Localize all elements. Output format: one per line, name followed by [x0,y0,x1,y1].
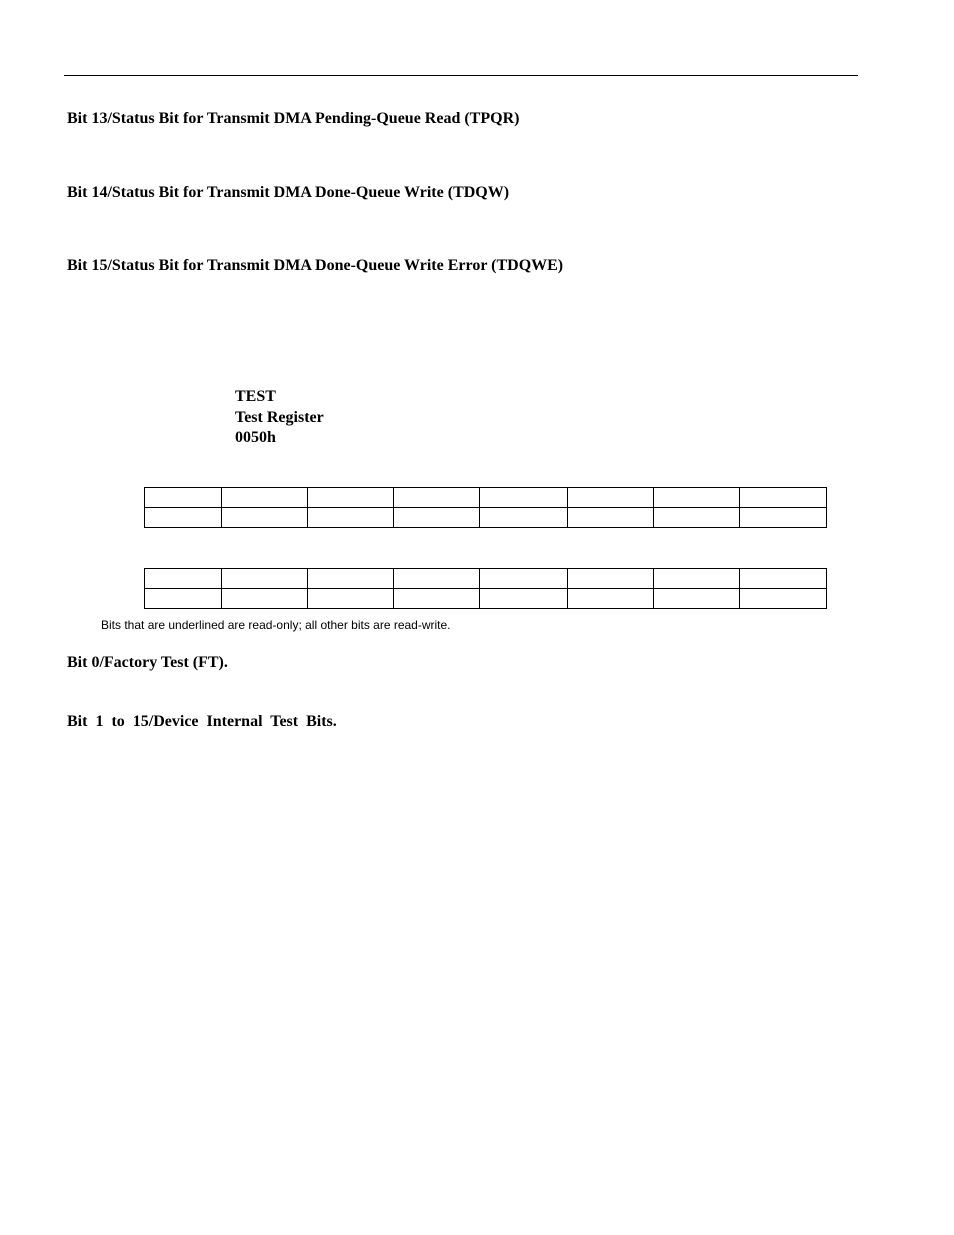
heading-tpqr: Bit 13/Status Bit for Transmit DMA Pending-Queue Read (TPQR) [67,110,520,127]
bit-cell [222,589,308,609]
bit-cell [145,508,222,528]
bit-map-table-upper [144,487,827,528]
bit-cell [394,508,480,528]
bit-cell [739,589,826,609]
bit-cell [653,589,739,609]
bit-cell [480,569,567,589]
bit-cell [308,589,394,609]
bit-cell [480,508,567,528]
bit-cell [567,508,653,528]
register-description: Test Register [235,408,324,426]
heading-tdqw: Bit 14/Status Bit for Transmit DMA Done-Queue Write (TDQW) [67,184,510,201]
bit-cell [222,488,308,508]
bit-cell [394,589,480,609]
bit-cell [739,488,826,508]
bit-cell [145,589,222,609]
bit-cell [308,508,394,528]
header-rule [64,75,858,76]
bit-cell [222,569,308,589]
bit-cell [653,488,739,508]
read-only-note: Bits that are underlined are read-only; all other bits are read-write. [101,618,451,632]
heading-internal-test-bits: Bit 1 to 15/Device Internal Test Bits. [67,713,337,730]
bit-cell [222,508,308,528]
bit-cell [145,569,222,589]
bit-row [145,569,827,589]
bit-cell [567,589,653,609]
bit-cell [480,589,567,609]
bit-cell [480,488,567,508]
bit-cell [567,569,653,589]
heading-factory-test: Bit 0/Factory Test (FT). [67,654,228,671]
bit-cell [739,569,826,589]
bit-cell [308,569,394,589]
bit-row [145,508,827,528]
heading-tdqwe: Bit 15/Status Bit for Transmit DMA Done-Queue Write Error (TDQWE) [67,257,564,274]
bit-cell [145,488,222,508]
bit-row [145,488,827,508]
bit-cell [567,488,653,508]
bit-cell [394,488,480,508]
bit-cell [653,569,739,589]
bit-cell [394,569,480,589]
bit-cell [308,488,394,508]
bit-row [145,589,827,609]
bit-map-table-lower [144,568,827,609]
register-address: 0050h [235,429,276,446]
bit-cell [653,508,739,528]
register-name: TEST [235,388,276,405]
register-info [235,387,324,449]
bit-cell [739,508,826,528]
